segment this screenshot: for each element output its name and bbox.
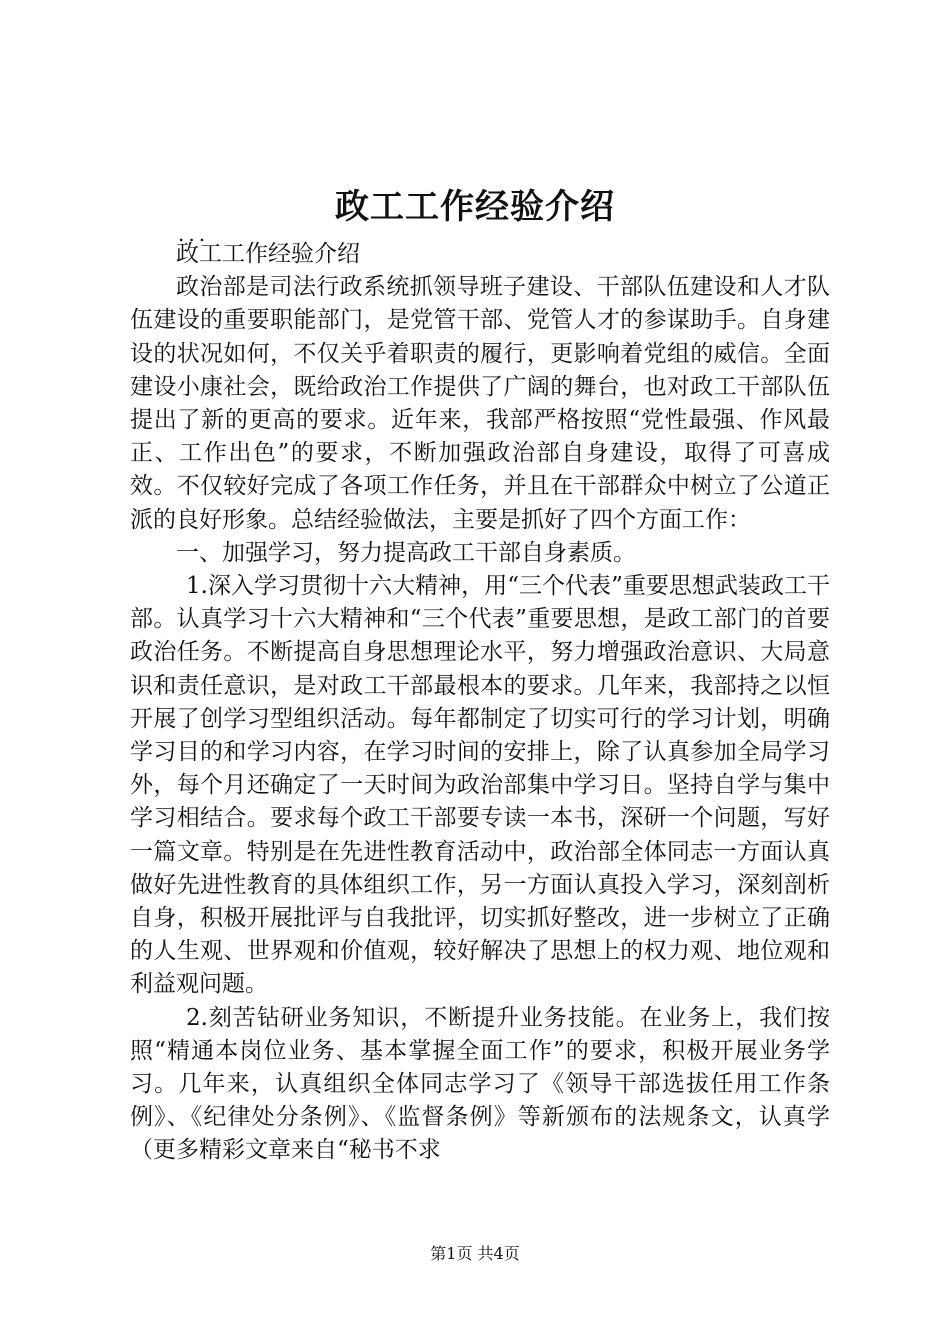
ellipsis-marker: ... [178,222,210,246]
document-title: 政工工作经验介绍 [335,187,615,227]
paragraph-item-2: 2.刻苦钻研业务知识，不断提升业务技能。在业务上，我们按照“精通本岗位业务、基本掌握全面工作”的要求，积极开展业务学习。几年来，认真组织全体同志学习了《领导干部选拔任用工作条例》、《纪律处分条例》、《监督条例》等新颁布的法规条文，认真学（更多精彩文章来自“秘书不求 [130,1004,830,1164]
page-footer: 第1页 共4页 [430,1244,520,1263]
document-body [130,238,830,1168]
section-heading-1: 一、加强学习，努力提高政工干部自身素质。 [176,539,636,566]
paragraph-intro: 政治部是司法行政系统抓领导班子建设、干部队伍建设和人才队伍建设的重要职能部门，是党管干部、党管人才的参谋助手。自身建设的状况如何，不仅关乎着职责的履行，更影响着党组的威信。全面建设小康社会，既给政治工作提供了广阔的舞台，也对政工干部队伍提出了新的更高的要求。近年来，我部严格按照“党性最强、作风最正、工作出色”的要求，不断加强政治部自身建设，取得了可喜成效。不仅较好完成了各项工作任务，并且在干部群众中树立了公道正派的良好形象。总结经验做法，主要是抓好了四个方面工作： [130,274,830,533]
document-subtitle: 政工工作经验介绍 [176,241,360,267]
paragraph-item-1: 1.深入学习贯彻十六大精神，用“三个代表”重要思想武装政工干部。认真学习十六大精神和“三个代表”重要思想，是政工部门的首要政治任务。不断提高自身思想理论水平，努力增强政治意识、大局意识和责任意识，是对政工干部最根本的要求。几年来，我部持之以恒开展了创学习型组织活动。每年都制定了切实可行的学习计划，明确学习目的和学习内容，在学习时间的安排上，除了认真参加全局学习外，每个月还确定了一天时间为政治部集中学习日。坚持自学与集中学习相结合。要求每个政工干部要专读一本书，深研一个问题，写好一篇文章。特别是在先进性教育活动中，政治部全体同志一方面认真做好先进性教育的具体组织工作，另一方面认真投入学习，深刻剖析自身，积极开展批评与自我批评，切实抓好整改，进一步树立了正确的人生观、世界观和价值观，较好解决了思想上的权力观、地位观和利益观问题。 [130,573,830,998]
